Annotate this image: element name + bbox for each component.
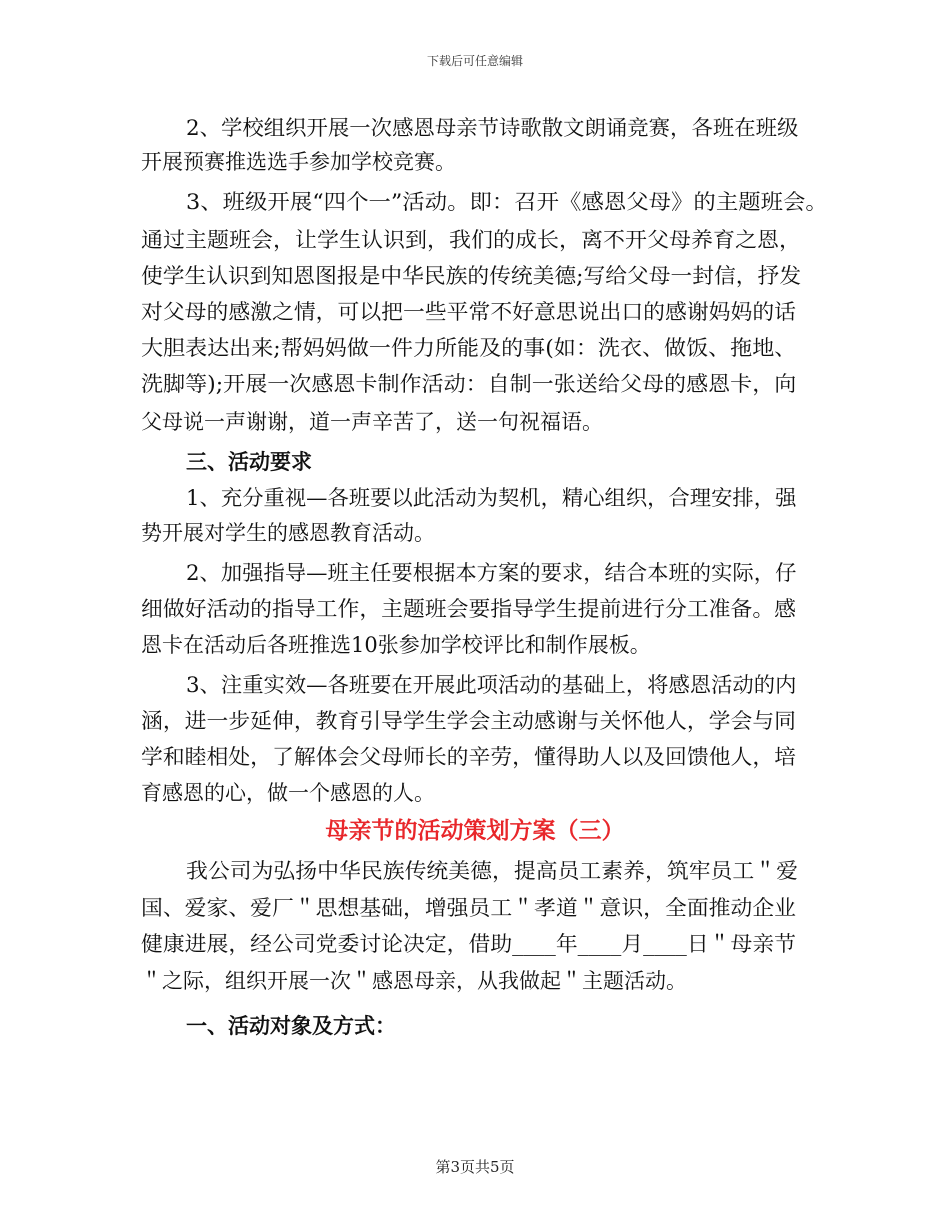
section-heading-targets: 一、活动对象及方式：	[186, 1013, 396, 1038]
req3-line-1: 3、注重实效—各班要在开展此项活动的基础上，将感恩活动的内	[186, 673, 797, 697]
item3-line-2: 通过主题班会，让学生认识到，我们的成长，离不开父母养育之恩，	[141, 228, 801, 252]
intro-line-3: 健康进展，经公司党委讨论决定，借助____年____月____日＂母亲节	[141, 932, 797, 956]
req3-line-2: 涵，进一步延伸，教育引导学生学会主动感谢与关怀他人，学会与同	[141, 709, 797, 733]
item3-line-1: 3、班级开展“四个一”活动。即：召开《感恩父母》的主题班会。	[186, 190, 828, 214]
req2-line-1: 2、加强指导—班主任要根据本方案的要求，结合本班的实际，仔	[186, 561, 797, 585]
section-heading-requirements: 三、活动要求	[186, 449, 312, 474]
req3-line-4: 育感恩的心，做一个感恩的人。	[141, 781, 435, 805]
plan-title: 母亲节的活动策划方案（三）	[325, 817, 625, 844]
page-footer: 第3页共5页	[435, 1158, 515, 1176]
req1-line-2: 势开展对学生的感恩教育活动。	[141, 521, 435, 545]
req1-line-1: 1、充分重视—各班要以此活动为契机，精心组织，合理安排，强	[186, 486, 797, 510]
item3-line-5: 大胆表达出来;帮妈妈做一件力所能及的事(如：洗衣、做饭、拖地、	[141, 336, 797, 360]
intro-line-4: ＂之际，组织开展一次＂感恩母亲，从我做起＂主题活动。	[141, 969, 687, 993]
item3-line-7: 父母说一声谢谢，道一声辛苦了，送一句祝福语。	[141, 410, 603, 434]
item2-line-2: 开展预赛推选选手参加学校竞赛。	[141, 150, 456, 174]
item3-line-6: 洗脚等);开展一次感恩卡制作活动：自制一张送给父母的感恩卡，向	[141, 372, 797, 396]
page-header: 下载后可任意编辑	[426, 54, 523, 68]
req2-line-3: 恩卡在活动后各班推选10张参加学校评比和制作展板。	[141, 633, 651, 657]
req2-line-2: 细做好活动的指导工作，主题班会要指导学生提前进行分工准备。感	[141, 597, 797, 621]
intro-line-1: 我公司为弘扬中华民族传统美德，提高员工素养，筑牢员工＂爱	[186, 859, 798, 883]
item2-line-1: 2、学校组织开展一次感恩母亲节诗歌散文朗诵竞赛，各班在班级	[186, 116, 799, 140]
intro-line-2: 国、爱家、爱厂＂思想基础，增强员工＂孝道＂意识，全面推动企业	[141, 896, 797, 920]
req3-line-3: 学和睦相处，了解体会父母师长的辛劳，懂得助人以及回馈他人，培	[141, 745, 797, 769]
item3-line-3: 使学生认识到知恩图报是中华民族的传统美德;写给父母一封信，抒发	[141, 264, 802, 288]
item3-line-4: 对父母的感激之情，可以把一些平常不好意思说出口的感谢妈妈的话	[141, 300, 797, 324]
